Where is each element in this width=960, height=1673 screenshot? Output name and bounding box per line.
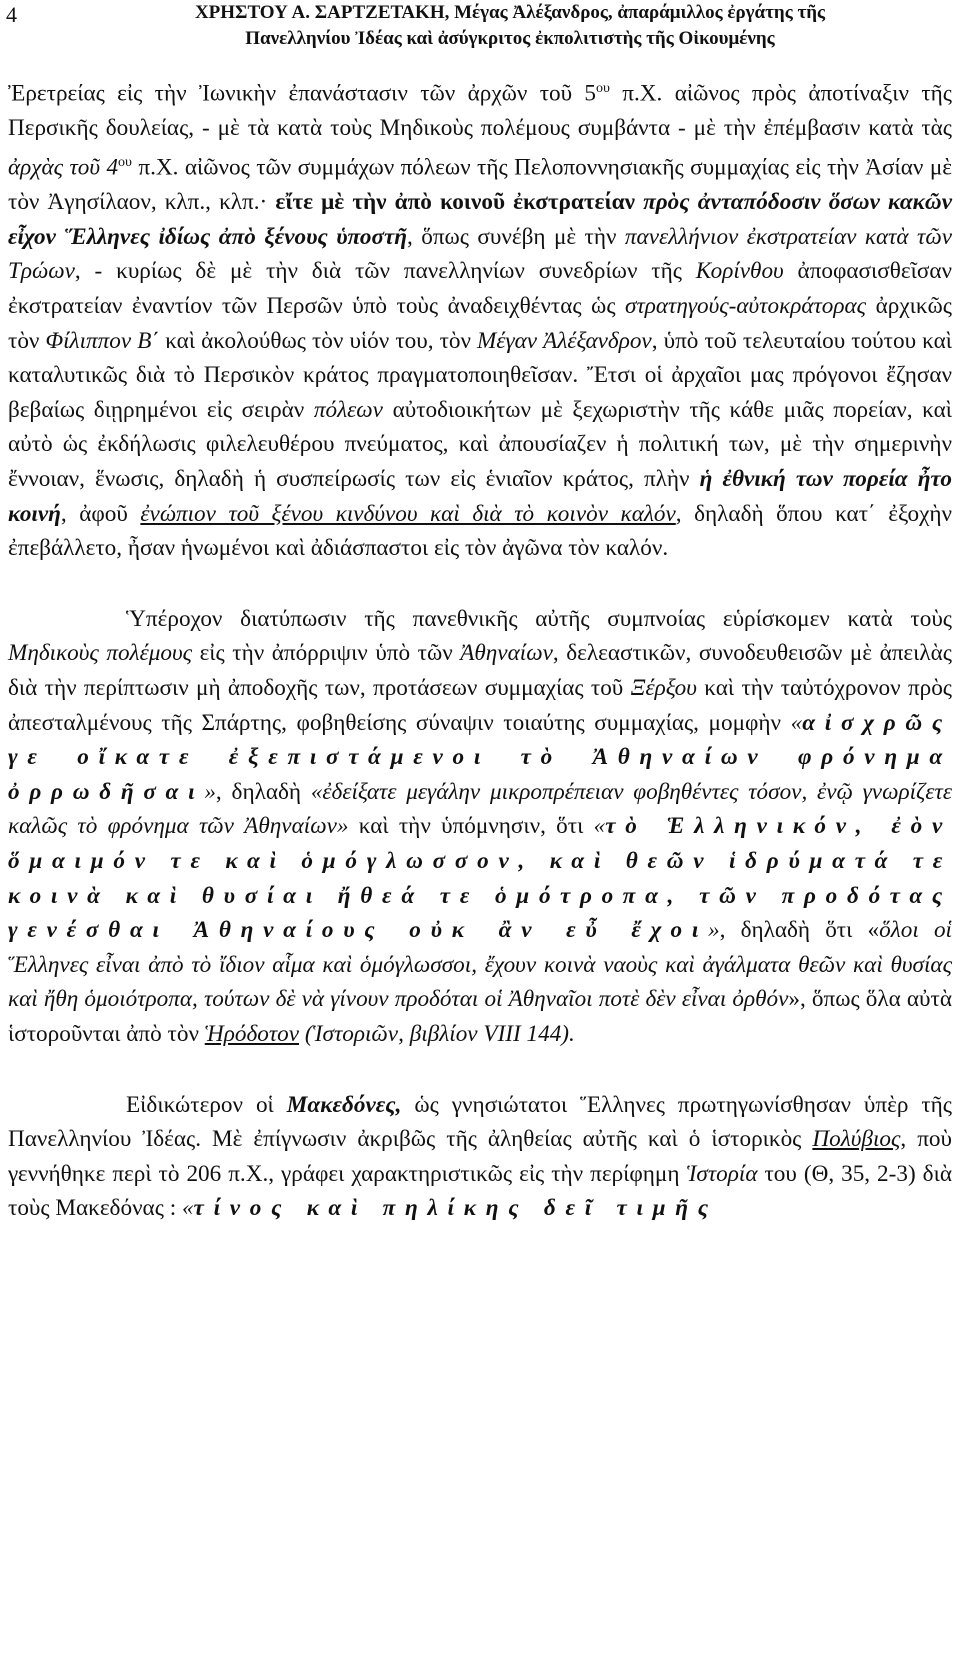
text-run: » xyxy=(708,917,720,944)
text-run: Ἀθηναίων xyxy=(460,640,553,667)
text-run: εἴτε μὲ τὴν ἀπὸ κοινοῦ ἐκστρατείαν xyxy=(275,189,644,216)
running-title-line-2: Πανελληνίου Ἰδέας καὶ ἀσύγκριτος ἐκπολιτιστὴς τῆς Οἰκουμένης xyxy=(245,28,775,49)
text-run: , - κυρίως δὲ μὲ τὴν διὰ τῶν πανελληνίων συνεδρίων τῆς xyxy=(74,258,696,285)
text-run: πρὸς ἀνταπόδοσιν ὅσων κακῶν εἶχον Ἕλληνες ἰδίως ἀπὸ ξένους ὑποστῆ xyxy=(8,189,952,250)
text-run: , δηλαδὴ ὅτι « xyxy=(719,917,880,944)
text-run: « xyxy=(593,813,606,840)
text-run: , ποὺ γεννήθηκε περὶ τὸ 206 π.Χ., γράφει χαρακτηριστικῶς εἰς τὴν περίφημη xyxy=(8,1126,953,1187)
text-run: στρατηγούς-αὐτοκράτορας xyxy=(625,293,867,320)
text-run: Κορίνθου xyxy=(695,258,784,285)
text-run: Μέγαν Ἀλέξανδρον xyxy=(477,327,652,354)
text-run: καὶ ἀκολούθως τὸν υἱόν του, τὸν xyxy=(159,327,478,354)
text-run: » xyxy=(204,778,216,805)
text-run: ἀρχὰς τοῦ 4 xyxy=(8,154,119,181)
text-run: Εἰδικώτερον οἱ xyxy=(126,1091,287,1118)
text-run: του (Θ, 35, 2-3) διὰ τοὺς Μακεδόνας : xyxy=(8,1160,952,1222)
text-run: « xyxy=(181,1195,194,1222)
text-run: , ὑπὸ τοῦ τελευταίου τούτου καὶ καταλυτικῶς διὰ τὸ Περσικὸν κράτος πραγματοποιηθεῖσαν. Ἔτσι οἱ ἀρχαῖοι μας πρόγονοι ἔζησαν βεβαίως διῃρημένοι εἰς σειρὰν xyxy=(8,327,952,423)
quotation-spaced-1: αἰσχρῶς γε οἴκατε ἐξεπιστάμενοι τὸ Ἀθηναίων φρόνημα ὀρρωδῆσαι xyxy=(8,709,952,805)
text-run: π.Χ. αἰῶνος τῶν συμμάχων πόλεων τῆς Πελοποννησιακῆς συμμαχίας εἰς τὴν Ἀσίαν μὲ τὸν Ἀγησίλαον, κλπ., κλπ.· xyxy=(8,154,952,216)
text-run: , ὅπως συνέβη μὲ τὴν xyxy=(407,223,625,250)
text-run: ὅλοι οἱ Ἕλληνες εἶναι ἀπὸ τὸ ἴδιον αἷμα καὶ ὁμόγλωσσοι, ἔχουν κοινὰ ναοὺς καὶ ἀγάλματα θεῶν καὶ θυσίας καὶ ἤθη ὁμοιότροπα, τούτων δὲ νὰ γίνουν προδόται οἱ Ἀθηναῖοι ποτὲ δὲν εἶναι ὀρθόν xyxy=(8,917,952,1013)
paragraph-1 xyxy=(8,72,952,566)
running-title xyxy=(60,0,960,52)
text-run: , δηλαδὴ ὅπου κατ΄ ἐξοχὴν ἐπεβάλλετο, ἦσαν ἡνωμένοι καὶ ἀδιάσπαστοι εἰς τὸν ἀγῶνα τὸν καλόν. xyxy=(8,500,952,562)
paragraph-3 xyxy=(8,1088,952,1226)
text-run: καὶ τὴν ταὐτόχρονον πρὸς ἀπεσταλμένους τῆς Σπάρτης, φοβηθείσης σύναψιν τοιαύτης συμμαχίας, μομφὴν xyxy=(8,674,952,736)
text-run: ὡς γνησιώτατοι Ἕλληνες πρωτηγωνίσθησαν ὑπὲρ τῆς Πανελληνίου Ἰδέας. Μὲ ἐπίγνωσιν ἀκριβῶς τῆς ἀληθείας αὐτῆς καὶ ὁ ἱστορικὸς xyxy=(8,1091,952,1153)
text-run: ἀποφασισθεῖσαν ἐκστρατείαν ἐναντίον τῶν Περσῶν ὑπὸ τοὺς ἀναδειχθέντας ὡς xyxy=(8,258,952,320)
text-run: π.Χ. αἰῶνος πρὸς ἀποτίναξιν τῆς Περσικῆς δουλείας, - μὲ τὰ κατὰ τοὺς Μηδικοὺς πολέμους συμβάντα - μὲ τὴν ἐπέμβασιν κατὰ τὰς xyxy=(8,80,952,142)
text-run: », ὅπως ὅλα αὐτὰ ἱστοροῦνται ἀπὸ τὸν xyxy=(8,986,952,1047)
text-run: ου xyxy=(118,154,132,170)
text-run: καὶ τὴν ὑπόμνησιν, ὅτι xyxy=(348,813,594,840)
text-run: , δηλαδὴ xyxy=(215,778,311,805)
page-number: 4 xyxy=(6,2,17,27)
text-run: πανελλήνιον ἐκστρατείαν κατὰ τῶν Τρώων xyxy=(8,223,952,285)
text-run: « xyxy=(790,709,803,736)
text-run: Μακεδόνες, xyxy=(286,1091,402,1118)
text-run: Φίλιππον Β΄ xyxy=(45,327,160,354)
text-run: (Ἱστοριῶν, βιβλίον VIII 144). xyxy=(299,1020,575,1047)
text-run: ἡ ἐθνική των πορεία ἦτο κοινή xyxy=(8,466,952,527)
text-run: εἰς τὴν ἀπόρριψιν ὑπὸ τῶν xyxy=(192,640,461,667)
text-run: , ἀφοῦ xyxy=(60,500,141,527)
text-run: ἀρχικῶς τὸν xyxy=(8,293,952,354)
paragraph-2 xyxy=(8,602,952,1052)
text-run: «ἐδείξατε μεγάλην μικροπρέπειαν φοβηθέντες τόσον, ἐνῷ γνωρίζετε καλῶς τὸ φρόνημα τῶν Ἀθηναίων» xyxy=(8,778,952,840)
text-run: Ἱστορία xyxy=(686,1160,758,1187)
text-run: πόλεων xyxy=(313,396,383,423)
text-run: Ἐρετρείας εἰς τὴν Ἰωνικὴν ἐπανάστασιν τῶν ἀρχῶν τοῦ 5 xyxy=(8,80,597,107)
text-run: ου xyxy=(596,81,610,96)
body-text xyxy=(8,72,952,1226)
herodotus-reference: Ἡρόδοτον xyxy=(204,1020,300,1047)
text-run: ἐνώπιον τοῦ ξένου κινδύνου καὶ διὰ τὸ κοινὸν καλόν xyxy=(140,500,676,527)
text-run: αὐτοδιοικήτων μὲ ξεχωριστὴν τῆς κάθε μιᾶς πορείαν, καὶ αὐτὸ ὡς ἐκδήλωσις φιλελευθέρου πνεύματος, καὶ ἀπουσίαζεν ἡ πολιτική των, μὲ τὴν σημερινὴν ἔννοιαν, ἕνωσις, δηλαδὴ ἡ συσπείρωσίς των εἰς ἑνιαῖον κράτος, πλὴν xyxy=(8,396,952,492)
quotation-spaced-2: τὸ Ἑλληνικόν, ἐὸν ὅμαιμόν τε καὶ ὁμόγλωσσον, καὶ θεῶν ἱδρύματά τε κοινὰ καὶ θυσίαι ἤθεά τε ὁμότροπα, τῶν προδότας γενέσθαι Ἀθηναίους οὐκ ἂν εὖ ἔχοι xyxy=(8,813,952,944)
text-run: Ὑπέροχον διατύπωσιν τῆς πανεθνικῆς αὐτῆς συμπνοίας εὑρίσκομεν κατὰ τοὺς xyxy=(126,605,952,632)
text-run: Μηδικοὺς πολέμους xyxy=(8,640,193,667)
running-title-line-1: ΧΡΗΣΤΟΥ Α. ΣΑΡΤΖΕΤΑΚΗ, Μέγας Ἀλέξανδρος, ἀπαράμιλλος ἐργάτης τῆς xyxy=(194,2,826,23)
text-run: , δελεαστικῶν, συνοδευθεισῶν μὲ ἀπειλὰς διὰ τὴν περίπτωσιν μὴ ἀποδοχῆς των, προτάσεων συμμαχίας τοῦ xyxy=(8,640,952,701)
quotation-spaced-3: τίνος καὶ πηλίκης δεῖ τιμῆς xyxy=(193,1195,718,1222)
page-header xyxy=(0,0,960,62)
text-run: Ξέρξου xyxy=(630,674,697,701)
polybius-reference: Πολύβιος xyxy=(812,1126,901,1153)
